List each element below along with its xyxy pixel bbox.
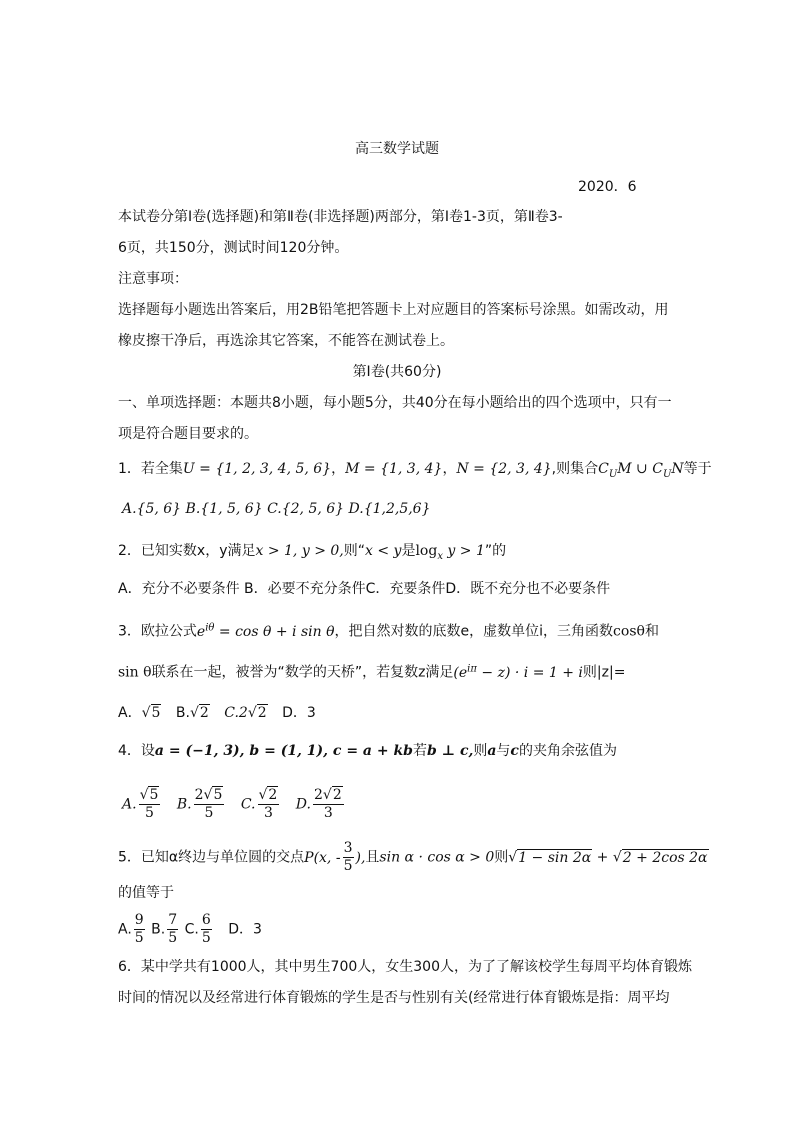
question-1-options <box>122 499 431 519</box>
notice-heading: 注意事项： <box>118 271 188 287</box>
intro-line-2: 6页，共150分，测试时间120分钟。 <box>118 240 349 256</box>
set-m: M = {1, 3, 4} <box>345 461 443 477</box>
page-title: 高三数学试题 <box>355 141 439 157</box>
question-5-options: A. $\frac{9}{5}$ B. $\frac{7}{5}$ C. $\frac{6}{5}$ D．3 <box>118 912 262 946</box>
question-6-line-2: 时间的情况以及经常进行体育锻炼的学生是否与性别有关(经常进行体育锻炼是指：周平均 <box>118 990 670 1006</box>
log-expression: $\log_x y > 1$ <box>415 543 485 562</box>
question-2-options: A．充分不必要条件 B．必要不充分条件C．充要条件D．既不充分也不必要条件 <box>118 581 611 597</box>
option-a: A.{5, 6} <box>122 501 182 517</box>
question-3-options: A．√5 B.√2 C.2√2 D．3 <box>118 705 316 721</box>
option-c: C.{2, 5, 6} <box>267 501 345 517</box>
question-4-stem: 4．设a = (−1, 3), b = (1, 1), c = a + kb若b ⊥ c,则a与c的夹角余弦值为 <box>118 743 617 759</box>
question-4-options: A. $\frac{√5}{5}$ B. $\frac{2√5}{5}$ C. $\frac{√2}{3}$ D. $\frac{2√2}{3}$ <box>122 787 342 821</box>
option-a-fraction: $\frac{√5}{5}$ <box>139 787 159 821</box>
set-u: U = {1, 2, 3, 4, 5, 6} <box>182 461 332 477</box>
notice-line-1: 选择题每小题选出答案后，用2B铅笔把答题卡上对应题目的答案标号涂黑。如需改动，用 <box>118 302 669 318</box>
euler-formula: $e^{i\theta} = \cos \theta + i$ sin θ <box>196 622 335 640</box>
question-3-stem-line-2: sin θ联系在一起，被誉为“数学的天桥”，若复数z满足$(e^{i\pi} - z) \cdot i = 1 + i$则|z|= <box>118 663 626 681</box>
question-2-number: 2． <box>118 543 141 559</box>
section1-line-2: 项是符合题目要求的。 <box>118 426 258 442</box>
complement-expression: $C_UM$ ∪ $C_UN$ <box>598 461 684 480</box>
option-c-fraction: $\frac{√2}{3}$ <box>258 787 278 821</box>
option-d-fraction: $\frac{2√2}{3}$ <box>313 787 342 821</box>
question-4-number: 4． <box>118 743 141 759</box>
question-3-number: 3． <box>118 623 141 640</box>
question-1-number: 1． <box>118 461 141 477</box>
question-5-stem-cont: 的值等于 <box>118 885 174 901</box>
point-p: P(x, - $\frac{3}{5}$ ), <box>304 840 366 874</box>
exam-date: 2020．6 <box>578 179 637 195</box>
option-b: B.{1, 5, 6} <box>185 501 263 517</box>
question-2-stem: 2．已知实数x，y满足x > 1, y > 0,则“x < y是$\log_x y > 1$”的 <box>118 543 507 562</box>
question-5-stem: 5．已知α终边与单位圆的交点P(x, - $\frac{3}{5}$ ),且sin α · cos α > 0则√1 − sin 2α + √2 + 2cos 2α <box>118 840 708 874</box>
vector-definitions: a = (−1, 3), b = (1, 1), c = a + kb <box>154 743 413 759</box>
section1-line-1: 一、单项选择题：本题共8小题，每小题5分，共40分在每小题给出的四个选项中，只有一 <box>118 395 672 411</box>
question-5-number: 5． <box>118 849 141 866</box>
intro-line-1: 本试卷分第Ⅰ卷(选择题)和第Ⅱ卷(非选择题)两部分，第Ⅰ卷1-3页，第Ⅱ卷3- <box>118 209 563 225</box>
set-n: N = {2, 3, 4} <box>456 461 552 477</box>
radical-expression: √1 − sin 2α + √2 + 2cos 2α <box>508 849 708 866</box>
notice-line-2: 橡皮擦干净后，再选涂其它答案，不能答在测试卷上。 <box>118 333 454 349</box>
question-1-stem: 1．若全集U = {1, 2, 3, 4, 5, 6}，M = {1, 3, 4}，N = {2, 3, 4},则集合$C_UM$ ∪ $C_UN$等于 <box>118 461 712 480</box>
question-6-line-1: 6．某中学共有1000人，其中男生700人，女生300人，为了了解该校学生每周平均体育锻炼 <box>118 959 692 975</box>
option-b-fraction: $\frac{2√5}{5}$ <box>194 787 223 821</box>
question-3-stem-line-1: 3．欧拉公式$e^{i\theta} = \cos \theta + i$ sin θ，把自然对数的底数e，虚数单位i，三角函数cosθ和 <box>118 622 659 640</box>
part1-heading: 第Ⅰ卷(共60分) <box>352 364 442 380</box>
complex-equation: $(e^{i\pi} - z) \cdot i = 1 + i$ <box>453 663 583 681</box>
option-d: D.{1,2,5,6} <box>348 501 431 517</box>
